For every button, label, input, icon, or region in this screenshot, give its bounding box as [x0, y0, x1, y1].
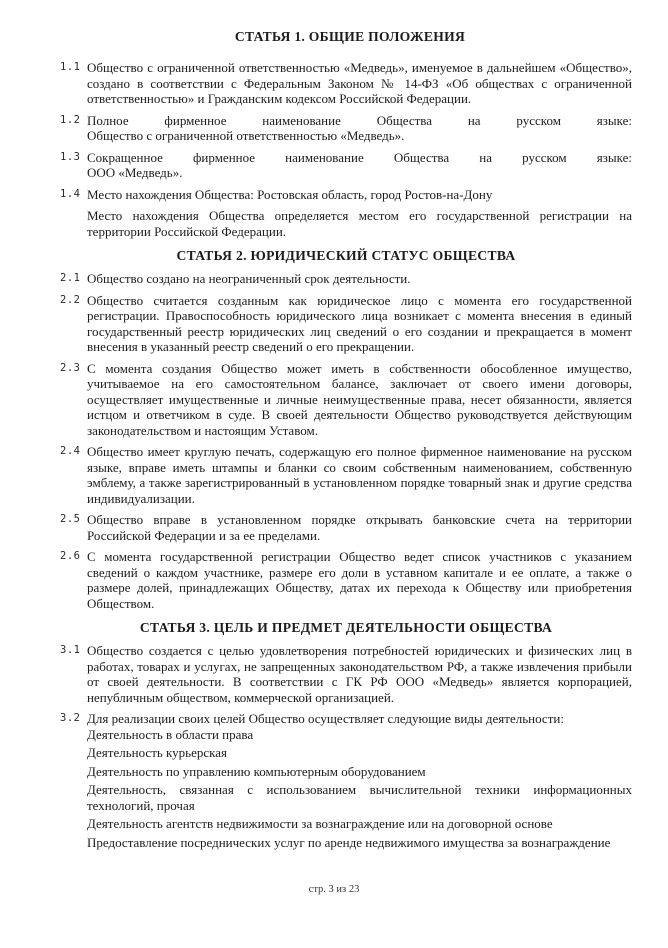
activity-item: Деятельность, связанная с использованием вычислительной техники информационных технологий, прочая — [87, 782, 632, 813]
clause-text: Для реализации своих целей Общество осуществляет следующие виды деятельности: — [87, 711, 564, 726]
clause-number: 1.4 — [60, 187, 81, 200]
clause-text-line2: ООО «Медведь». — [87, 165, 183, 180]
clause-2-4 — [60, 444, 632, 506]
page-number: стр. 3 из 23 — [308, 884, 360, 895]
clause-1-1 — [60, 60, 632, 107]
clause-text: Общество с ограниченной ответственностью «Медведь», именуемое в дальнейшем «Общество», создано в соответствии с Федеральным Законом № 14-ФЗ «Об обществах с ограниченной ответственностью» и Гражданским кодексом Российской Федерации. — [87, 60, 632, 106]
clause-text: Общество создано на неограниченный срок деятельности. — [87, 271, 411, 286]
clause-number: 2.6 — [60, 550, 81, 562]
clause-text-line2: Общество с ограниченной ответственностью «Медведь». — [87, 128, 405, 143]
clause-number: 2.4 — [60, 445, 81, 457]
clause-number: 2.1 — [60, 272, 81, 284]
article-3-title: СТАТЬЯ 3. ЦЕЛЬ И ПРЕДМЕТ ДЕЯТЕЛЬНОСТИ ОБЩЕСТВА — [139, 620, 553, 635]
activity-item: Деятельность агентств недвижимости за вознаграждение или на договорной основе — [87, 816, 553, 831]
clause-1-2 — [60, 113, 632, 144]
article-1-title: СТАТЬЯ 1. ОБЩИЕ ПОЛОЖЕНИЯ — [234, 29, 466, 44]
clause-text: С момента государственной регистрации Общество ведет список участников с указанием сведений о каждом участнике, размере его доли в уставном капитале и ее оплате, а также о размере долей, принадлежащих Обществу, датах их перехода к Обществу или приобретения Обществом. — [87, 549, 632, 611]
clause-text: Общество вправе в установленном порядке открывать банковские счета на территории Российской Федерации и за ее пределами. — [87, 512, 632, 543]
activities-list — [87, 727, 632, 851]
clause-3-2 — [60, 711, 632, 850]
clause-text: С момента создания Общество может иметь в собственности обособленное имущество, учитываемое на его самостоятельном балансе, заключает от своего имени договоры, осуществляет имущественные и личные неимущественные права, несет обязанности, является истцом и ответчиком в суде. В своей деятельности Общество руководствуется действующим законодательством и настоящим Уставом. — [87, 360, 632, 438]
clause-text: Место нахождения Общества: Ростовская область, город Ростов-на-Дону — [87, 186, 493, 202]
clause-note: Место нахождения Общества определяется местом его государственной регистрации на территории Российской Федерации. — [87, 208, 632, 239]
clause-text-line1: Сокращенное фирменное наименование Общества на русском языке: — [87, 149, 632, 165]
activity-item: Деятельность курьерская — [87, 745, 228, 760]
clause-2-6 — [60, 549, 632, 611]
activity-item: Деятельность в области права — [87, 726, 254, 742]
activity-item: Деятельность по управлению компьютерным оборудованием — [87, 763, 426, 779]
clause-2-2 — [60, 293, 632, 355]
clause-number: 2.2 — [60, 293, 81, 306]
clause-number: 2.5 — [60, 513, 81, 525]
clause-number: 3.1 — [60, 644, 81, 656]
clause-text: Общество считается созданным как юридическое лицо с момента его государственной регистрации. Правоспособность юридического лица возникает с момента внесения в единый государственный реестр юридических лиц сведений о его создании и прекращается в момент внесения в указанный реестр сведений о его прекращении. — [87, 292, 632, 354]
activity-item: Предоставление посреднических услуг по аренде недвижимого имущества за вознаграждение — [87, 834, 611, 850]
clause-number: 3.2 — [60, 712, 81, 724]
clause-number: 1.3 — [60, 150, 81, 163]
clause-text: Общество имеет круглую печать, содержащую его полное фирменное наименование на русском языке, вправе иметь штампы и бланки со своим собственным наименованием, собственную эмблему, а также зарегистрированный в установленном порядке товарный знак и другие средства индивидуализации. — [87, 444, 632, 506]
clause-number: 2.3 — [60, 361, 81, 374]
clause-number: 1.2 — [60, 113, 81, 126]
clause-2-5 — [60, 512, 632, 543]
clause-text: Общество создается с целью удовлетворения потребностей юридических и физических лиц в работах, товарах и услугах, не запрещенных законодательством РФ, а также извлечения прибыли от своей деятельности. В соответствии с ГК РФ ООО «Медведь» является корпорацией, непубличным обществом, коммерческой организацией. — [87, 643, 632, 705]
clause-2-3 — [60, 361, 632, 439]
clause-number: 1.1 — [60, 61, 81, 73]
clause-3-1 — [60, 643, 632, 705]
clause-text-line1: Полное фирменное наименование Общества на русском языке: — [87, 112, 632, 128]
clause-1-4 — [60, 187, 632, 240]
clause-1-3 — [60, 150, 632, 181]
article-2-title: СТАТЬЯ 2. ЮРИДИЧЕСКИЙ СТАТУС ОБЩЕСТВА — [176, 248, 516, 263]
clause-2-1 — [60, 271, 632, 287]
